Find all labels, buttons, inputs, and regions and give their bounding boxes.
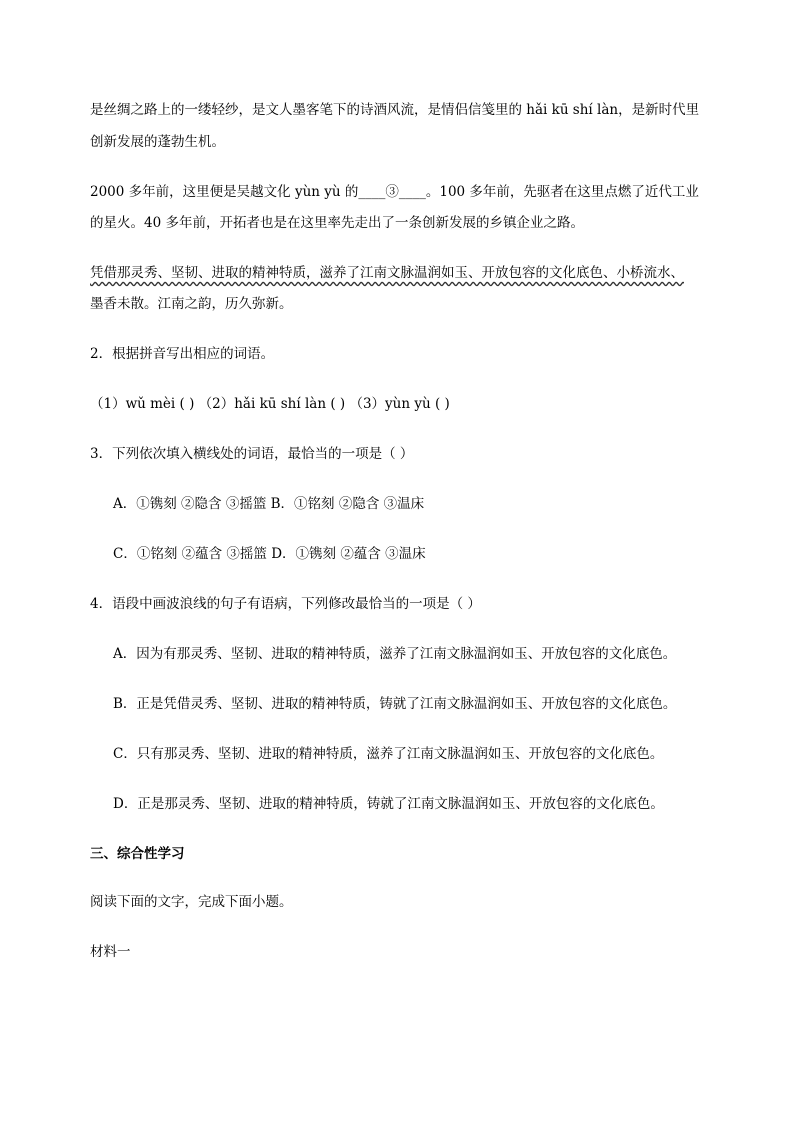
wavy-sentence-line-1	[90, 257, 705, 289]
fill-blank-3: ____③____	[358, 184, 426, 200]
material-1-label: 材料一	[90, 944, 131, 960]
wavy-sentence-text: 凭借那灵秀、坚韧、进取的精神特质，滋养了江南文脉温润如玉、开放包容的文化底色、小桥流水、	[90, 265, 684, 281]
question-4-option-a: A．因为有那灵秀、坚韧、进取的精神特质，滋养了江南文脉温润如玉、开放包容的文化底色。	[113, 646, 677, 662]
section-3-instruction: 阅读下面的文字，完成下面小题。	[90, 894, 293, 910]
question-2-stem: 2．根据拼音写出相应的词语。	[90, 346, 275, 362]
passage-para2-line-2: 的星火。40 多年前，开拓者也是在这里率先走出了一条创新发展的乡镇企业之路。	[90, 215, 584, 231]
passage-para3-line-2: 墨香未散。江南之韵，历久弥新。	[90, 296, 293, 312]
question-3-stem: 3．下列依次填入横线处的词语，最恰当的一项是（ ）	[90, 446, 414, 462]
question-2-items: （1）wǔ mèi ( ) （2）hǎi kū shí làn ( ) （3）yùn yù ( )	[90, 396, 450, 412]
question-3-options-row-1: A．①镌刻 ②隐含 ③摇篮 B．①铭刻 ②隐含 ③温床	[113, 496, 425, 512]
question-4-option-b: B．正是凭借灵秀、坚韧、进取的精神特质，铸就了江南文脉温润如玉、开放包容的文化底色。	[113, 696, 677, 712]
passage-para2-line-1	[90, 176, 705, 208]
section-3-heading: 三、综合性学习	[90, 846, 185, 862]
question-3-options-row-2: C．①铭刻 ②蕴含 ③摇篮 D．①镌刻 ②蕴含 ③温床	[113, 546, 426, 562]
question-4-option-c: C．只有那灵秀、坚韧、进取的精神特质，滋养了江南文脉温润如玉、开放包容的文化底色。	[113, 746, 664, 762]
passage-para2-text-b: 。100 多年前，先驱者在这里点燃了近代工业	[425, 184, 699, 200]
question-4-stem: 4．语段中画波浪线的句子有语病，下列修改最恰当的一项是（ ）	[90, 596, 481, 612]
passage-para2-text-a: 2000 多年前，这里便是吴越文化 yùn yù 的	[90, 184, 359, 200]
passage-line-2: 创新发展的蓬勃生机。	[90, 134, 225, 150]
passage-line-1: 是丝绸之路上的一缕轻纱，是文人墨客笔下的诗酒风流，是情侣信笺里的 hǎi kū shí làn，是新时代里	[90, 102, 700, 118]
question-4-option-d: D．正是那灵秀、坚韧、进取的精神特质，铸就了江南文脉温润如玉、开放包容的文化底色。	[113, 796, 664, 812]
